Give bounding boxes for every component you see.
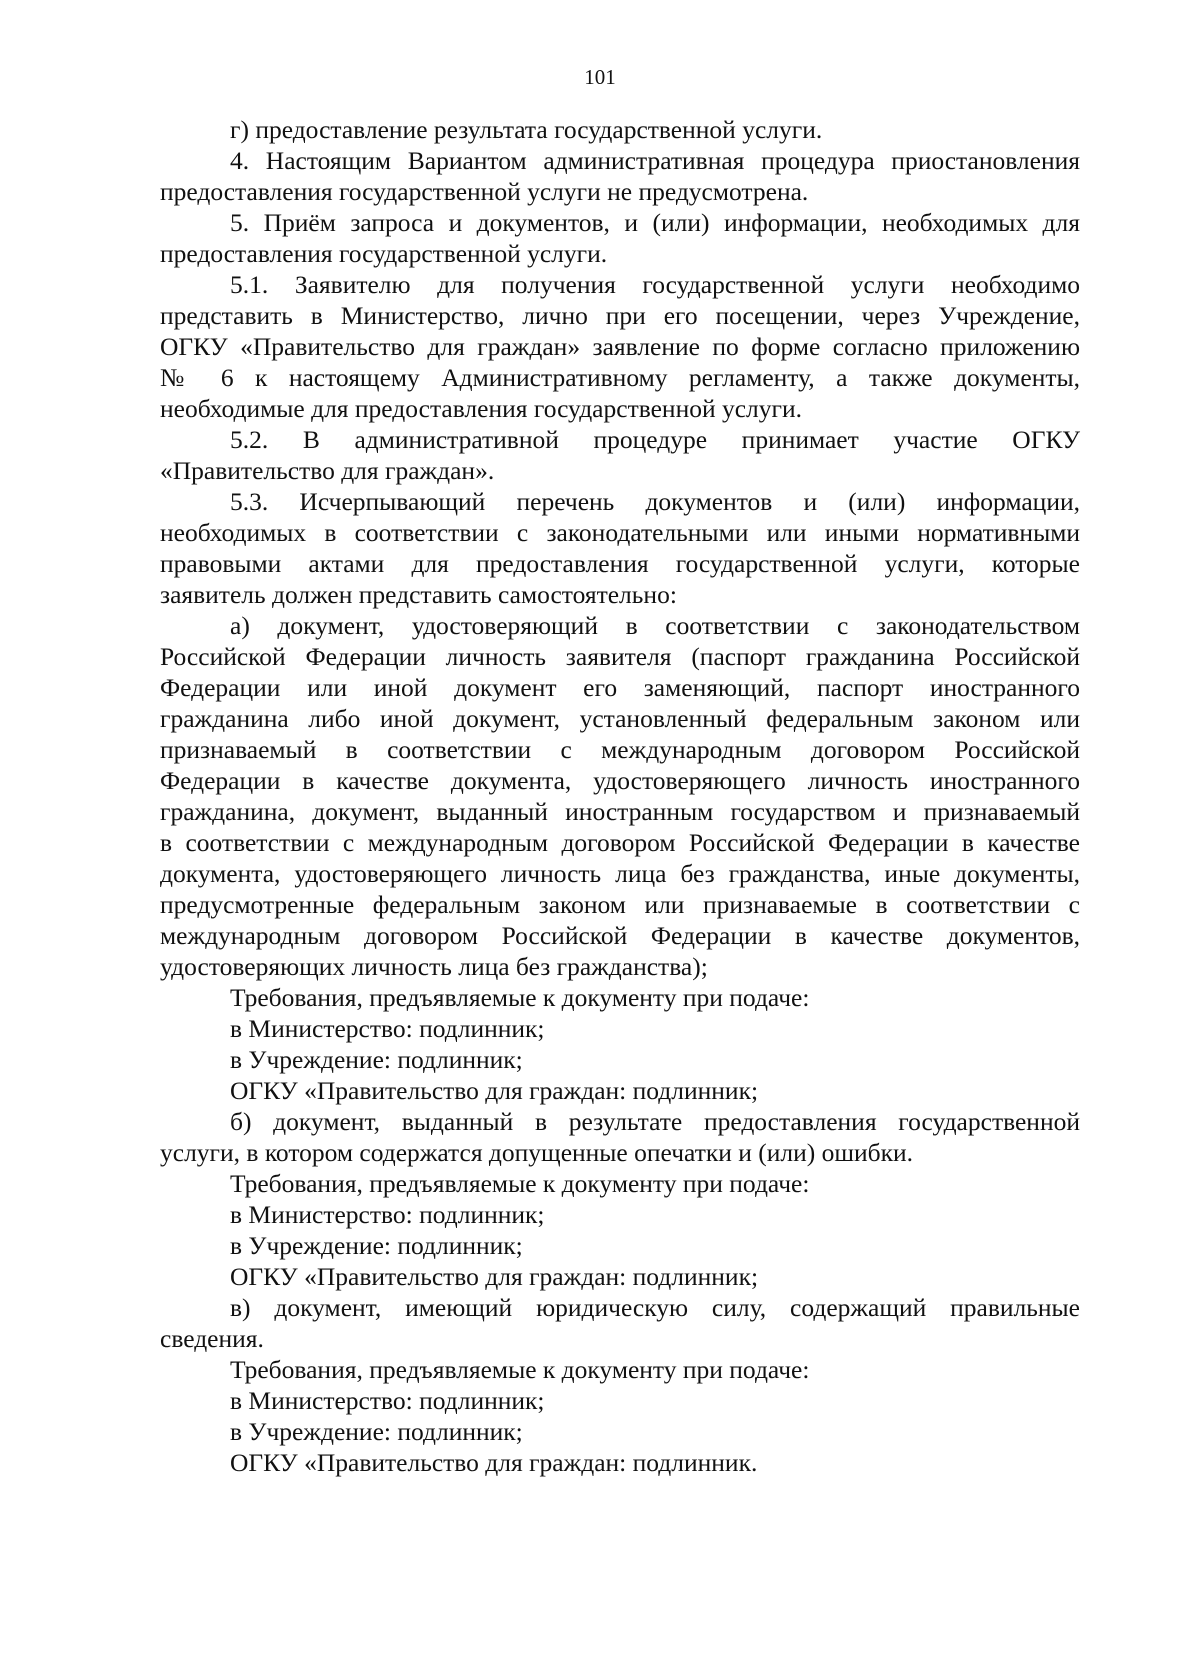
document-body — [160, 114, 1080, 1478]
text-line: в Учреждение: подлинник; — [230, 1231, 523, 1260]
text-line: необходимых в соответствии с законодательными или иными нормативными — [160, 518, 1080, 547]
text-line: б) документ, выданный в результате предоставления государственной — [230, 1107, 1080, 1136]
text-line: Требования, предъявляемые к документу при подаче: — [230, 1355, 810, 1384]
text-line: Российской Федерации личность заявителя (паспорт гражданина Российской — [160, 642, 1080, 671]
text-line: ОГКУ «Правительство для граждан» заявление по форме согласно приложению — [160, 332, 1080, 361]
text-line: 5.2. В административной процедуре принимает участие ОГКУ — [230, 425, 1080, 454]
text-line: Требования, предъявляемые к документу при подаче: — [230, 983, 810, 1012]
text-line: международным договором Российской Федерации в качестве документов, — [160, 921, 1080, 950]
text-line: в) документ, имеющий юридическую силу, содержащий правильные — [230, 1293, 1080, 1322]
text-line: в Министерство: подлинник; — [230, 1014, 545, 1043]
text-line: в соответствии с международным договором Российской Федерации в качестве — [160, 828, 1080, 857]
text-line: в Министерство: подлинник; — [230, 1200, 545, 1229]
text-line: необходимые для предоставления государственной услуги. — [160, 394, 803, 423]
text-line: удостоверяющих личность лица без гражданства); — [160, 952, 708, 981]
text-line: гражданина, документ, выданный иностранным государством и признаваемый — [160, 797, 1080, 826]
page-number: 101 — [584, 65, 616, 89]
text-line: а) документ, удостоверяющий в соответствии с законодательством — [230, 611, 1080, 640]
text-line: 5. Приём запроса и документов, и (или) информации, необходимых для — [230, 208, 1080, 237]
text-line: Федерации в качестве документа, удостоверяющего личность иностранного — [160, 766, 1080, 795]
text-line: «Правительство для граждан». — [160, 456, 495, 485]
text-line: предоставления государственной услуги не предусмотрена. — [160, 177, 809, 206]
text-line: Требования, предъявляемые к документу при подаче: — [230, 1169, 810, 1198]
text-line: сведения. — [160, 1324, 264, 1353]
text-line: представить в Министерство, лично при его посещении, через Учреждение, — [160, 301, 1080, 330]
text-line: Федерации или иной документ его заменяющий, паспорт иностранного — [160, 673, 1080, 702]
text-line: 4. Настоящим Вариантом административная процедура приостановления — [230, 146, 1080, 175]
text-line: услуги, в котором содержатся допущенные опечатки и (или) ошибки. — [160, 1138, 914, 1167]
text-line: в Министерство: подлинник; — [230, 1386, 545, 1415]
text-line: гражданина либо иной документ, установленный федеральным законом или — [160, 704, 1080, 733]
text-line: ОГКУ «Правительство для граждан: подлинник; — [230, 1262, 759, 1291]
text-line: 5.1. Заявителю для получения государственной услуги необходимо — [230, 270, 1080, 299]
text-line: в Учреждение: подлинник; — [230, 1045, 523, 1074]
text-line: правовыми актами для предоставления государственной услуги, которые — [160, 549, 1080, 578]
text-line: в Учреждение: подлинник; — [230, 1417, 523, 1446]
text-line: предоставления государственной услуги. — [160, 239, 608, 268]
text-line: г) предоставление результата государственной услуги. — [230, 115, 823, 144]
text-line: ОГКУ «Правительство для граждан: подлинник. — [230, 1448, 758, 1477]
text-line: заявитель должен представить самостоятельно: — [160, 580, 677, 609]
text-line: ОГКУ «Правительство для граждан: подлинник; — [230, 1076, 759, 1105]
text-line: предусмотренные федеральным законом или признаваемые в соответствии с — [160, 890, 1080, 919]
text-line: признаваемый в соответствии с международным договором Российской — [160, 735, 1080, 764]
text-line: документа, удостоверяющего личность лица без гражданства, иные документы, — [160, 859, 1080, 888]
text-line: № 6 к настоящему Административному регламенту, а также документы, — [160, 363, 1080, 392]
text-line: 5.3. Исчерпывающий перечень документов и (или) информации, — [230, 487, 1080, 516]
